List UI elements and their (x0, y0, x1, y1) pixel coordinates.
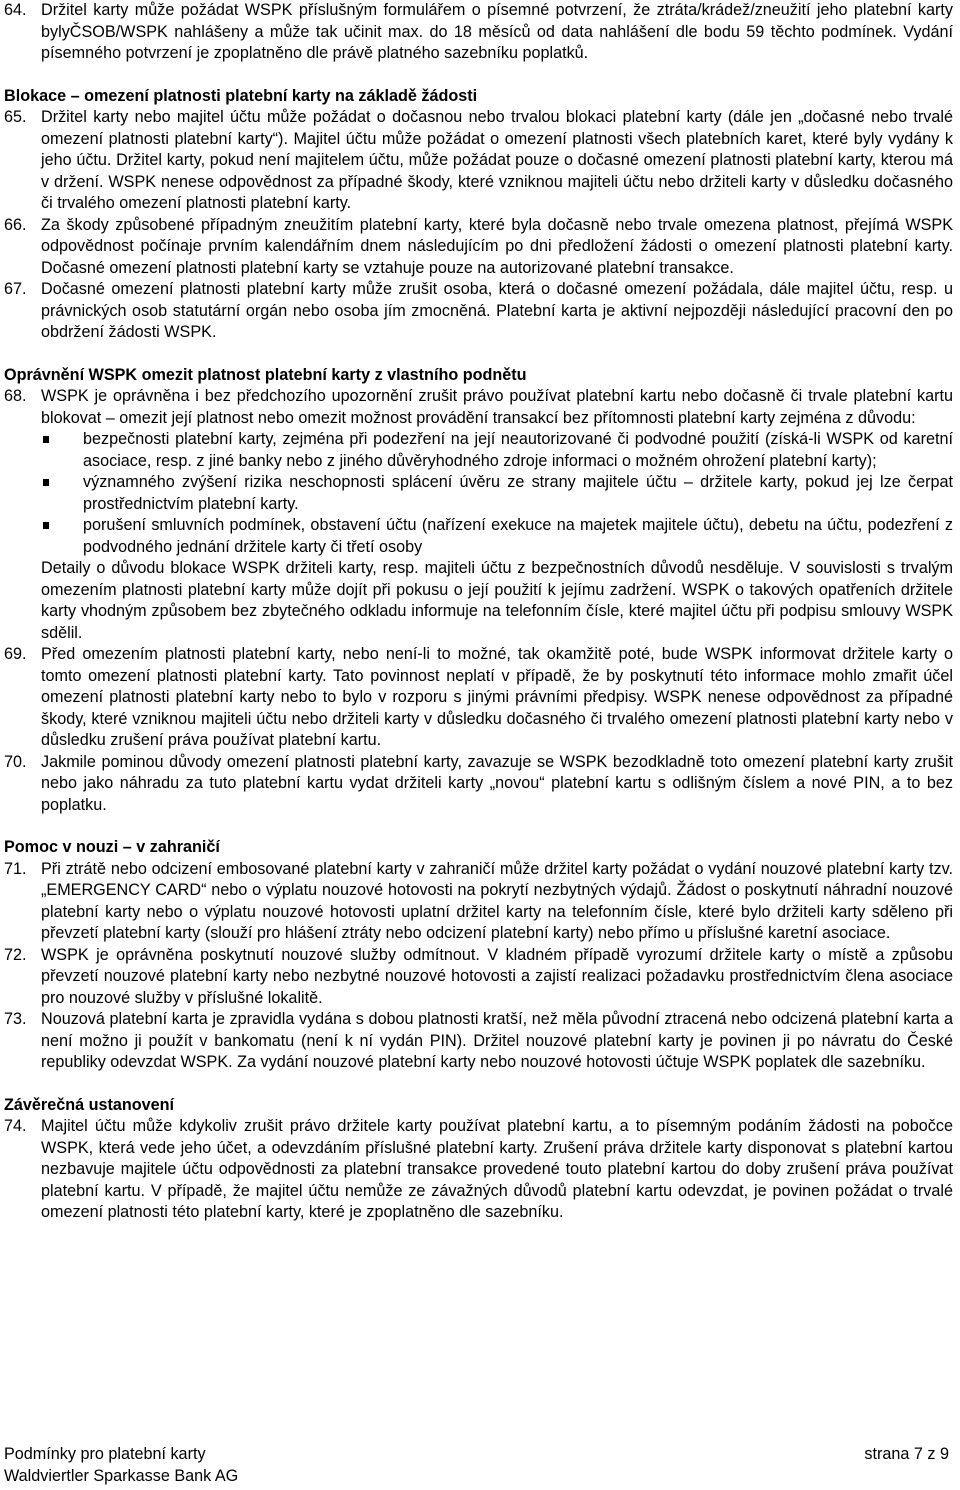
clause-text: Nouzová platební karta je zpravidla vydána s dobou platnosti kratší, než měla původní ztracená nebo odcizená platební karta a není možno ji použít v bankomatu (není k ní vydán PIN). Držitel nouzové platební karty je povinen ji po návratu do České republiky odevzdat WSPK. Za vydání nouzové platební karty nebo nouzové hotovosti účtuje WSPK poplatek dle sazebníku. (41, 1010, 953, 1071)
clause-69 (4, 644, 953, 752)
clause-text: Dočasné omezení platnosti platební karty může zrušit osoba, která o dočasné omezení požádala, dále majitel účtu, resp. u právnických osob statutární orgán nebo osoba jím zmocněná. Platební karta je aktivní nejpozději následující pracovní den po obdržení žádosti WSPK. (41, 280, 953, 341)
section-heading-opravneni: Oprávnění WSPK omezit platnost platební karty z vlastního podnětu (4, 365, 527, 384)
footer-bank-name: Waldviertler Sparkasse Bank AG (4, 1467, 239, 1485)
list-item-text: významného zvýšení rizika neschopnosti splácení úvěru ze strany majitele účtu – držitele karty, pokud jej lze čerpat prostřednictvím platební karty. (83, 473, 953, 513)
clause-number: 67. (4, 280, 27, 298)
document-page (4, 0, 953, 1224)
section-heading-blokace: Blokace – omezení platnosti platební karty na základě žádosti (4, 86, 478, 105)
clause-number: 65. (4, 108, 27, 126)
clause-text: Jakmile pominou důvody omezení platnosti platební karty, zavazuje se WSPK bezodkladně toto omezení platební karty zrušit nebo jako náhradu za tuto platební kartu vydat držiteli karty „novou“ platební kartu s odlišným číslem a nové PIN, a to bez poplatku. (41, 752, 953, 814)
clause-68 (4, 386, 953, 644)
clause-text: Před omezením platnosti platební karty, nebo není-li to možné, tak okamžitě poté, bude WSPK informovat držitele karty o tomto omezení platnosti platební karty. Tato povinnost neplatí v případě, že by poskytnutí této informace mohlo zmařit účel omezení platnosti platební karty nebo to bylo v rozporu s jinými právními předpisy. WSPK nenese odpovědnost za případné škody, které vzniknou majiteli účtu nebo držiteli karty v důsledku dočasného či trvalého omezení platnosti platební karty nebo v důsledku zrušení práva používat platební kartu. (41, 645, 953, 749)
clause-number: 66. (4, 215, 27, 234)
clause-number: 73. (4, 1010, 27, 1028)
footer-document-title: Podmínky pro platební karty (4, 1445, 206, 1463)
list-item-text: porušení smluvních podmínek, obstavení účtu (nařízení exekuce na majetek majitele účtu), debetu na účtu, podezření z podvodného jednání držitele karty či třetí osoby (83, 516, 953, 556)
clause-66 (4, 215, 953, 280)
clause-text: WSPK je oprávněna poskytnutí nouzové služby odmítnout. V kladném případě vyrozumí držitele karty o místě a způsobu převzetí nouzové platební karty nebo nezbytné nouzové hotovosti a zajistí realizaci požadavku prostřednictvím člena asociace pro nouzové služby v příslušné lokalitě. (41, 945, 953, 1007)
footer-page-number: strana 7 z 9 (864, 1445, 949, 1463)
section-heading-pomoc: Pomoc v nouzi – v zahraničí (4, 838, 220, 856)
clause-70 (4, 752, 953, 817)
reason-list (41, 429, 953, 558)
clause-number: 72. (4, 945, 27, 964)
clause-text: WSPK je oprávněna i bez předchozího upozornění zrušit právo používat platební kartu nebo dočasně či trvale platební kartu blokovat – omezit její platnost nebo omezit možnost provádění transakcí bez přítomnosti platební karty zejména z důvodu: (41, 387, 953, 427)
list-item (41, 515, 953, 558)
clause-number: 69. (4, 645, 27, 663)
clause-text: Majitel účtu může kdykoliv zrušit právo držitele karty používat platební kartu, a to písemným podáním žádosti na pobočce WSPK, která vede jeho účet, a odevzdáním příslušné platební karty. Zrušení práva držitele karty disponovat s platební kartou nezbavuje majitele účtu odpovědnosti za platební transakce provedené touto platební kartou do doby zrušení práva používat platební kartu. V případě, že majitel účtu nemůže ze závažných důvodů platební kartu odevzdat, je povinen požádat o trvalé omezení platnosti této platební karty, které je zpoplatněno dle sazebníku. (41, 1117, 953, 1221)
clause-71 (4, 859, 953, 945)
clause-74 (4, 1116, 953, 1224)
clause-67 (4, 279, 953, 344)
page-footer (4, 1443, 949, 1487)
clause-number: 71. (4, 859, 27, 878)
clause-text: Při ztrátě nebo odcizení embosované platební karty v zahraničí může držitel karty požádat o vydání nouzové platební karty tzv. „EMERGENCY CARD“ nebo o výplatu nouzové hotovosti na pokrytí nezbytných výdajů. Žádost o poskytnutí náhradní nouzové platební karty nebo o výplatu nouzové hotovosti uplatní držitel karty na telefonním čísle, které bylo držiteli karty sděleno při převzetí platební karty (slouží pro hlášení ztráty nebo odcizení platební karty) nebo přímo u příslušné karetní asociace. (41, 859, 953, 942)
clause-text: Držitel karty může požádat WSPK příslušným formulářem o písemné potvrzení, že ztráta/krádež/zneužití jeho platební karty bylyČSOB/WSPK nahlášeny a může tak učinit max. do 18 měsíců od data nahlášení dle bodu 59 těchto podmínek. Vydání písemného potvrzení je zpoplatněno dle právě platného sazebníku poplatků. (41, 1, 953, 62)
list-item (41, 429, 953, 472)
section-heading-zaverecna: Závěrečná ustanovení (4, 1095, 175, 1114)
clause-text: Držitel karty nebo majitel účtu může požádat o dočasnou nebo trvalou blokaci platební karty (dále jen „dočasné nebo trvalé omezení platnosti platební karty“). Majitel účtu může požádat o omezení platnosti všech platebních karet, které byly vydány k jeho účtu. Držitel karty, pokud není majitelem účtu, může požádat pouze o dočasné omezení platnosti platební karty, kterou má v držení. WSPK nenese odpovědnost za případné škody, které vzniknou majiteli účtu nebo držiteli karty v důsledku dočasného či trvalého omezení platnosti platební karty. (41, 108, 953, 212)
clause-number: 64. (4, 1, 27, 19)
list-item (41, 472, 953, 515)
clause-text: Za škody způsobené případným zneužitím platební karty, které byla dočasně nebo trvale omezena platnost, přejímá WSPK odpovědnost počínaje prvním kalendářním dnem následujícím po dni předložení žádosti o omezení platnosti platební karty. Dočasné omezení platnosti platební karty se vztahuje pouze na autorizované platební transakce. (41, 215, 953, 277)
clause-text-continued: Detaily o důvodu blokace WSPK držiteli karty, resp. majiteli účtu z bezpečnostních důvodů nesděluje. V souvislosti s trvalým omezením platnosti platební karty může dojít při pokusu o její použití k jejímu zadržení. WSPK o takových opatřeních držitele karty vhodným způsobem bez zbytečného odkladu informuje na telefonním čísle, které majitel účtu při podpisu smlouvy WSPK sdělil. (41, 559, 953, 642)
clause-65 (4, 107, 953, 215)
clause-number: 70. (4, 752, 27, 771)
clause-number: 68. (4, 387, 27, 405)
list-item-text: bezpečnosti platební karty, zejména při podezření na její neautorizované či podvodné použití (získá-li WSPK od karetní asociace, resp. z jiné banky nebo z jiného důvěryhodného zdroje informaci o možném ohrožení platební karty); (83, 430, 953, 470)
clause-number: 74. (4, 1117, 27, 1135)
clause-72 (4, 945, 953, 1010)
clause-64 (4, 0, 953, 65)
clause-73 (4, 1009, 953, 1074)
